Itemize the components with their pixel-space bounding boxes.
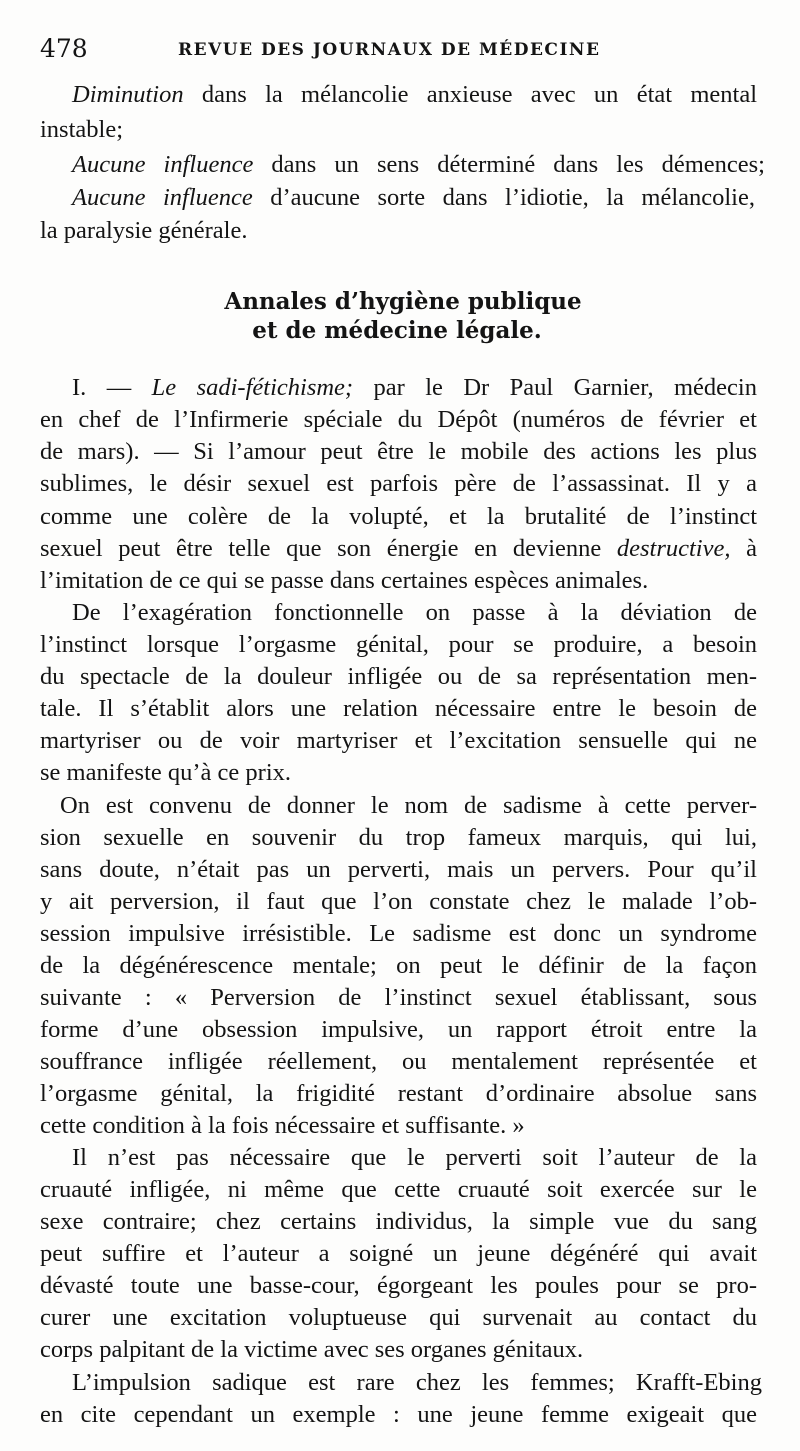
line-text: l’instinct lorsque l’orgasme génital, pour se produire, a besoin	[40, 631, 757, 658]
text-line	[40, 403, 757, 437]
line-text: forme d’une obsession impulsive, un rapport étroit entre la	[40, 1016, 757, 1043]
text-line	[40, 692, 757, 726]
text-line	[40, 1013, 757, 1047]
text-line	[40, 1173, 757, 1207]
text-line	[40, 1398, 757, 1432]
line-text: l’imitation de ce qui se passe dans certaines espèces animales.	[40, 567, 649, 594]
line-text: martyriser ou de voir martyriser et l’excitation sensuelle qui ne	[40, 727, 757, 754]
running-head	[40, 34, 775, 68]
text-line	[40, 981, 757, 1015]
text-line	[72, 181, 755, 215]
line-text: sion sexuelle en souvenir du trop fameux marquis, qui lui,	[40, 824, 757, 851]
page-number: 478	[40, 34, 88, 63]
line-text: sexe contraire; chez certains individus, la simple vue du sang	[40, 1208, 757, 1235]
line-text: sans doute, n’était pas un perverti, mais un pervers. Pour qu’il	[40, 856, 757, 883]
text-line	[40, 1077, 757, 1111]
line-text: suivante : « Perversion de l’instinct sexuel établissant, sous	[40, 984, 757, 1011]
line-text: Il n’est pas nécessaire que le perverti soit l’auteur de la	[72, 1144, 757, 1171]
text-line	[40, 853, 757, 887]
line-text: On est convenu de donner le nom de sadisme à cette perver-	[60, 792, 757, 819]
line-text: comme une colère de la volupté, et la brutalité de l’instinct	[40, 503, 757, 530]
text-line	[40, 467, 757, 501]
line-text: instable;	[40, 116, 124, 143]
text-line	[40, 532, 757, 566]
italic-term: Aucune influence	[72, 151, 254, 178]
text-line	[40, 1045, 757, 1079]
text-line	[40, 1109, 757, 1143]
text-line	[40, 724, 757, 758]
text-line	[72, 148, 765, 182]
line-text: dans un sens déterminé dans les démences;	[253, 151, 765, 178]
line-text: tale. Il s’établit alors une relation nécessaire entre le besoin de	[40, 695, 757, 722]
line-text: à	[730, 535, 757, 562]
text-line	[40, 660, 757, 694]
text-line	[40, 885, 757, 919]
text-line	[40, 564, 757, 598]
line-text: d’aucune sorte dans l’idiotie, la mélancolie,	[252, 184, 755, 211]
text-line	[40, 628, 757, 662]
text-line	[72, 1366, 762, 1400]
text-line	[40, 756, 757, 790]
line-text: De l’exagération fonctionnelle on passe à la déviation de	[72, 599, 757, 626]
line-text: en cite cependant un exemple : une jeune femme exigeait que	[40, 1401, 757, 1428]
text-line	[60, 789, 757, 823]
text-line	[72, 1141, 757, 1175]
line-text: dévasté toute une basse-cour, égorgeant les poules pour se pro-	[40, 1272, 757, 1299]
section-heading-line-1: Annales d’hygiène publique	[224, 288, 582, 315]
italic-term: destructive,	[616, 535, 731, 562]
text-line	[40, 1301, 757, 1335]
line-text: de la dégénérescence mentale; on peut le définir de la façon	[40, 952, 757, 979]
article-title: Le sadi-fétichisme;	[151, 374, 354, 401]
section-heading-line-2: et de médecine légale.	[252, 317, 542, 344]
line-text: dans la mélancolie anxieuse avec un état mental	[183, 81, 757, 108]
text-line	[40, 113, 757, 147]
line-text: souffrance infligée réellement, ou mentalement représentée et	[40, 1048, 757, 1075]
italic-term: Aucune influence	[72, 184, 253, 211]
text-line	[72, 78, 757, 112]
line-text: L’impulsion sadique est rare chez les femmes; Krafft-Ebing	[72, 1369, 762, 1396]
line-text: y ait perversion, il faut que l’on constate chez le malade l’ob-	[40, 888, 757, 915]
text-line	[40, 821, 757, 855]
text-line	[40, 435, 757, 469]
text-line	[40, 917, 757, 951]
text-line	[40, 1333, 757, 1367]
line-text: cette condition à la fois nécessaire et suffisante. »	[40, 1112, 525, 1139]
line-text: session impulsive irrésistible. Le sadisme est donc un syndrome	[40, 920, 757, 947]
line-text: peut suffire et l’auteur a soigné un jeune dégénéré qui avait	[40, 1240, 757, 1267]
line-text: de mars). — Si l’amour peut être le mobile des actions les plus	[40, 438, 757, 465]
line-text: la paralysie générale.	[40, 217, 248, 244]
text-line	[40, 1237, 757, 1271]
text-line	[40, 1205, 757, 1239]
line-text: en chef de l’Infirmerie spéciale du Dépôt (numéros de février et	[40, 406, 757, 433]
text-line	[40, 214, 757, 248]
line-text: se manifeste qu’à ce prix.	[40, 759, 292, 786]
text-line	[72, 371, 757, 405]
italic-term: Diminution	[72, 81, 184, 108]
text-line	[72, 596, 757, 630]
text-line	[40, 949, 757, 983]
line-text: du spectacle de la douleur infligée ou de sa représentation men-	[40, 663, 757, 690]
line-text: sexuel peut être telle que son énergie en devienne	[40, 535, 617, 562]
line-text: par le Dr Paul Garnier, médecin	[353, 374, 757, 401]
line-text: curer une excitation voluptueuse qui survenait au contact du	[40, 1304, 757, 1331]
line-text: sublimes, le désir sexuel est parfois père de l’assassinat. Il y a	[40, 470, 757, 497]
text-line	[40, 500, 757, 534]
line-text: l’orgasme génital, la frigidité restant d’ordinaire absolue sans	[40, 1080, 757, 1107]
line-text: cruauté infligée, ni même que cette cruauté soit exercée sur le	[40, 1176, 757, 1203]
line-text: I. —	[72, 374, 152, 401]
journal-title: REVUE DES JOURNAUX DE MÉDECINE	[178, 40, 601, 60]
line-text: corps palpitant de la victime avec ses organes génitaux.	[40, 1336, 584, 1363]
text-line	[40, 1269, 757, 1303]
